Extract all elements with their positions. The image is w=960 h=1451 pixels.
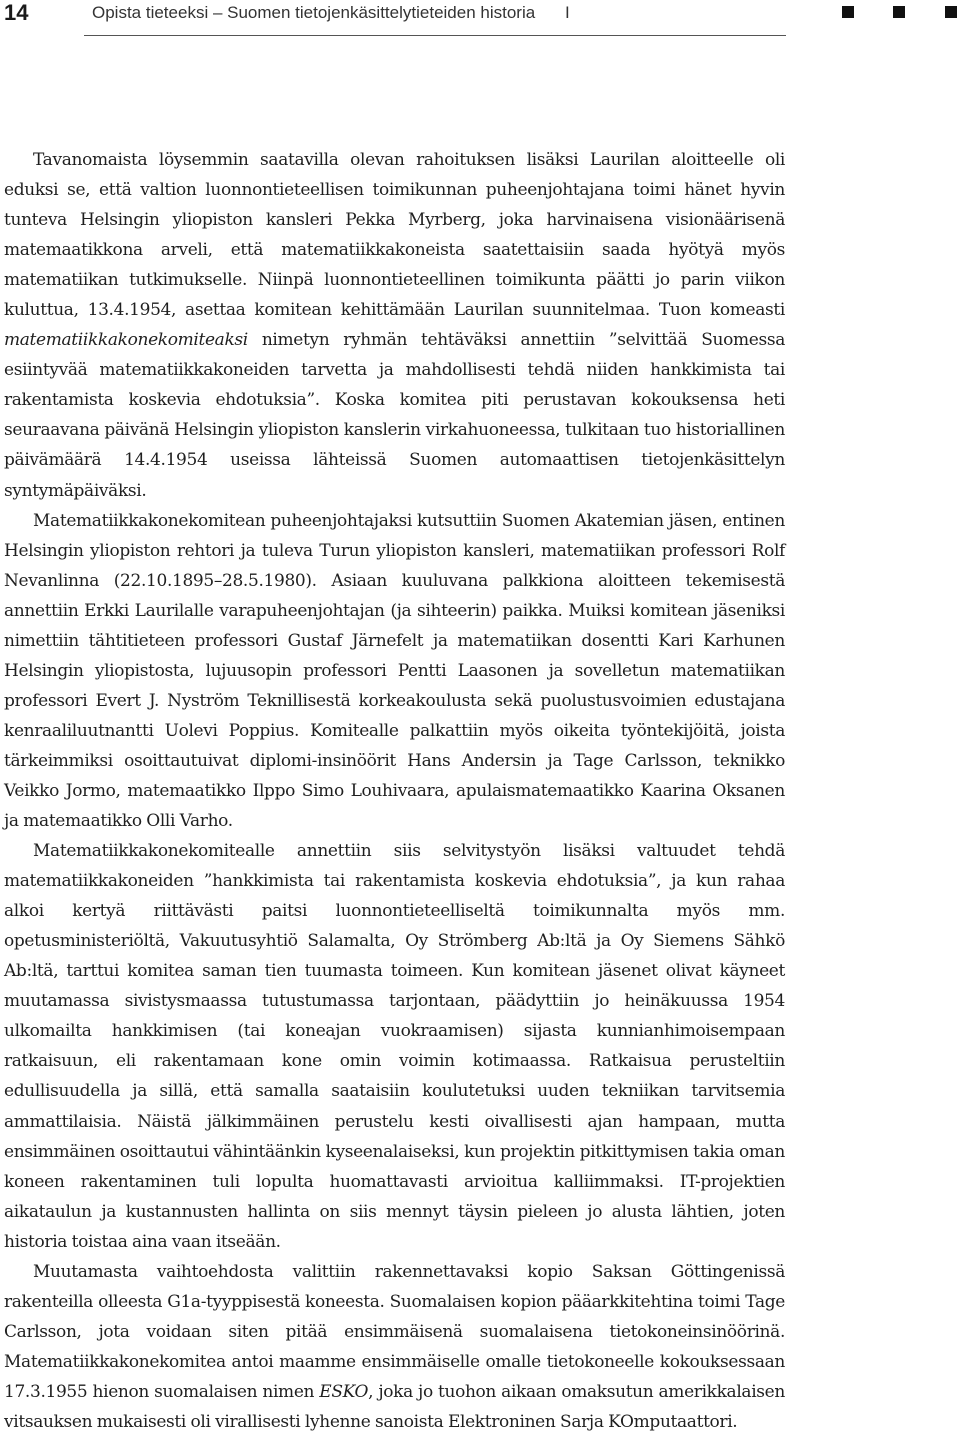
body-text	[4, 145, 785, 1437]
paragraph	[4, 506, 785, 837]
running-title: Opista tieteeksi – Suomen tietojenkäsittelytieteiden historia	[92, 3, 536, 22]
italic-text: matematiikkakonekomiteaksi	[4, 330, 248, 351]
paragraph	[4, 145, 785, 506]
paragraph	[4, 836, 785, 1257]
page-number: 14	[4, 0, 29, 25]
text-segment: , joka jo tuohon aikaan omaksutun amerikkalaisen vitsauksen mukaisesti oli virallisesti lyhenne sanoista Elektroninen Sarja KOmputaattori.	[4, 1381, 785, 1432]
text-segment: nimetyn ryhmän tehtäväksi annettiin ”selvittää Suomessa esiintyvää matematiikkakoneiden tarvetta ja mahdollisesti tehdä niiden hankkimista tai rakentamista koskevia ehdotuksia”. Koska komitea piti perustavan kokouksensa heti seuraavana päivänä Helsingin yliopiston kanslerin virkahuoneessa, tulkitaan tuo historiallinen päivämäärä 14.4.1954 useissa lähteissä Suomen automaattisen tietojenkäsittelyn syntymäpäiväksi.	[4, 330, 785, 501]
header-rule	[84, 35, 786, 36]
text-segment: Matematiikkakonekomitealle annettiin siis selvitystyön lisäksi valtuudet tehdä matematiikkakoneiden ”hankkimista tai rakentamista koskevia ehdotuksia”, ja kun rahaa alkoi kertyä riittävästi paitsi luonnontieteelliseltä toimikunnalta myös mm. opetusministeriöltä, Vakuutusyhtiö Salamalta, Oy Strömberg Ab:ltä ja Oy Siemens Sähkö Ab:ltä, tarttui komitea saman tien tuumasta toimeen. Kun komitean jäsenet olivat käyneet muutamassa sivistysmaassa tutustumassa tarjontaan, päädyttiin jo heinäkuussa 1954 ulkomailta hankkimisen (tai koneajan vuokraamisen) sijasta kunnianhimoisempaan ratkaisuun, eli rakentamaan kone omin voimin kotimaassa. Ratkaisua perusteltiin edullisuudella ja sillä, että samalla saataisiin koulutetuksi uuden tekniikan tarvitsemia ammattilaisia. Näistä jälkimmäinen perustelu kesti oivallisesti ajan hampaan, mutta ensimmäinen osoittautui vähintäänkin kyseenalaiseksi, kun projektin pitkittymisen takia oman koneen rakentaminen tuli lopulta huomattavasti arvioitua kalliimmaksi. IT-projektien aikataulun ja kustannusten hallinta on siis mennyt täysin pieleen jo alusta lähtien, joten historia toistaa aina vaan itseään.	[4, 841, 785, 1252]
text-segment: Matematiikkakonekomitean puheenjohtajaksi kutsuttiin Suomen Akatemian jäsen, entinen Helsingin yliopiston rehtori ja tuleva Turun yliopiston kansleri, matematiikan professori Rolf Nevanlinna (22.10.1895–28.5.1980). Asiaan kuuluvana palkkiona aloitteen tekemisestä annettiin Erkki Laurilalle varapuheenjohtajan (ja sihteerin) paikka. Muiksi komitean jäseniksi nimettiin tähtitieteen professori Gustaf Järnefelt ja matematiikan dosentti Kari Karhunen Helsingin yliopistosta, lujuusopin professori Pentti Laasonen ja sovelletun matematiikan professori Evert J. Nyström Teknillisestä korkeakoulusta sekä puolustusvoimien edustajana kenraaliluutnantti Uolevi Poppius. Komitealle palkattiin myös oikeita työntekijöitä, joista tärkeimmiksi osoittautuivat diplomi-insinöörit Hans Andersin ja Tage Carlsson, teknikko Veikko Jormo, matemaatikko Ilppo Simo Louhivaara, apulaismatemaatikko Kaarina Oksanen ja matemaatikko Olli Varho.	[4, 510, 785, 832]
text-segment: Muutamasta vaihtoehdosta valittiin rakennettavaksi kopio Saksan Göttingenissä rakenteilla olleesta G1a-tyyppisestä koneesta. Suomalaisen kopion pääarkkitehtina toimi Tage Carlsson, jota voidaan siten pitää ensimmäisenä suomalaisena tietokoneinsinöörinä. Matematiikkakonekomitea antoi maamme ensimmäiselle omalle tietokoneelle kokouksessaan 17.3.1955 hienon suomalaisen nimen	[4, 1261, 785, 1402]
square-mark-icon	[842, 6, 854, 18]
square-mark-icon	[893, 6, 905, 18]
italic-text: ESKO	[319, 1381, 369, 1402]
paragraph	[4, 1257, 785, 1437]
page-header	[0, 0, 960, 36]
text-segment: Tavanomaista löysemmin saatavilla olevan rahoituksen lisäksi Laurilan aloitteelle oli eduksi se, että valtion luonnontieteellisen toimikunnan puheenjohtajana toimi hänet hyvin tunteva Helsingin yliopiston kansleri Pekka Myrberg, joka harvinaisena visionäärisenä matemaatikkona arveli, että matematiikkakoneista saatettaisiin saada hyötyä myös matematiikan tutkimukselle. Niinpä luonnontieteellinen toimikunta päätti jo parin viikon kuluttua, 13.4.1954, asettaa komitean kehittämään Laurilan suunnitelmaa. Tuon komeasti	[4, 150, 785, 321]
header-separator: I	[565, 3, 570, 22]
square-mark-icon	[945, 6, 957, 18]
